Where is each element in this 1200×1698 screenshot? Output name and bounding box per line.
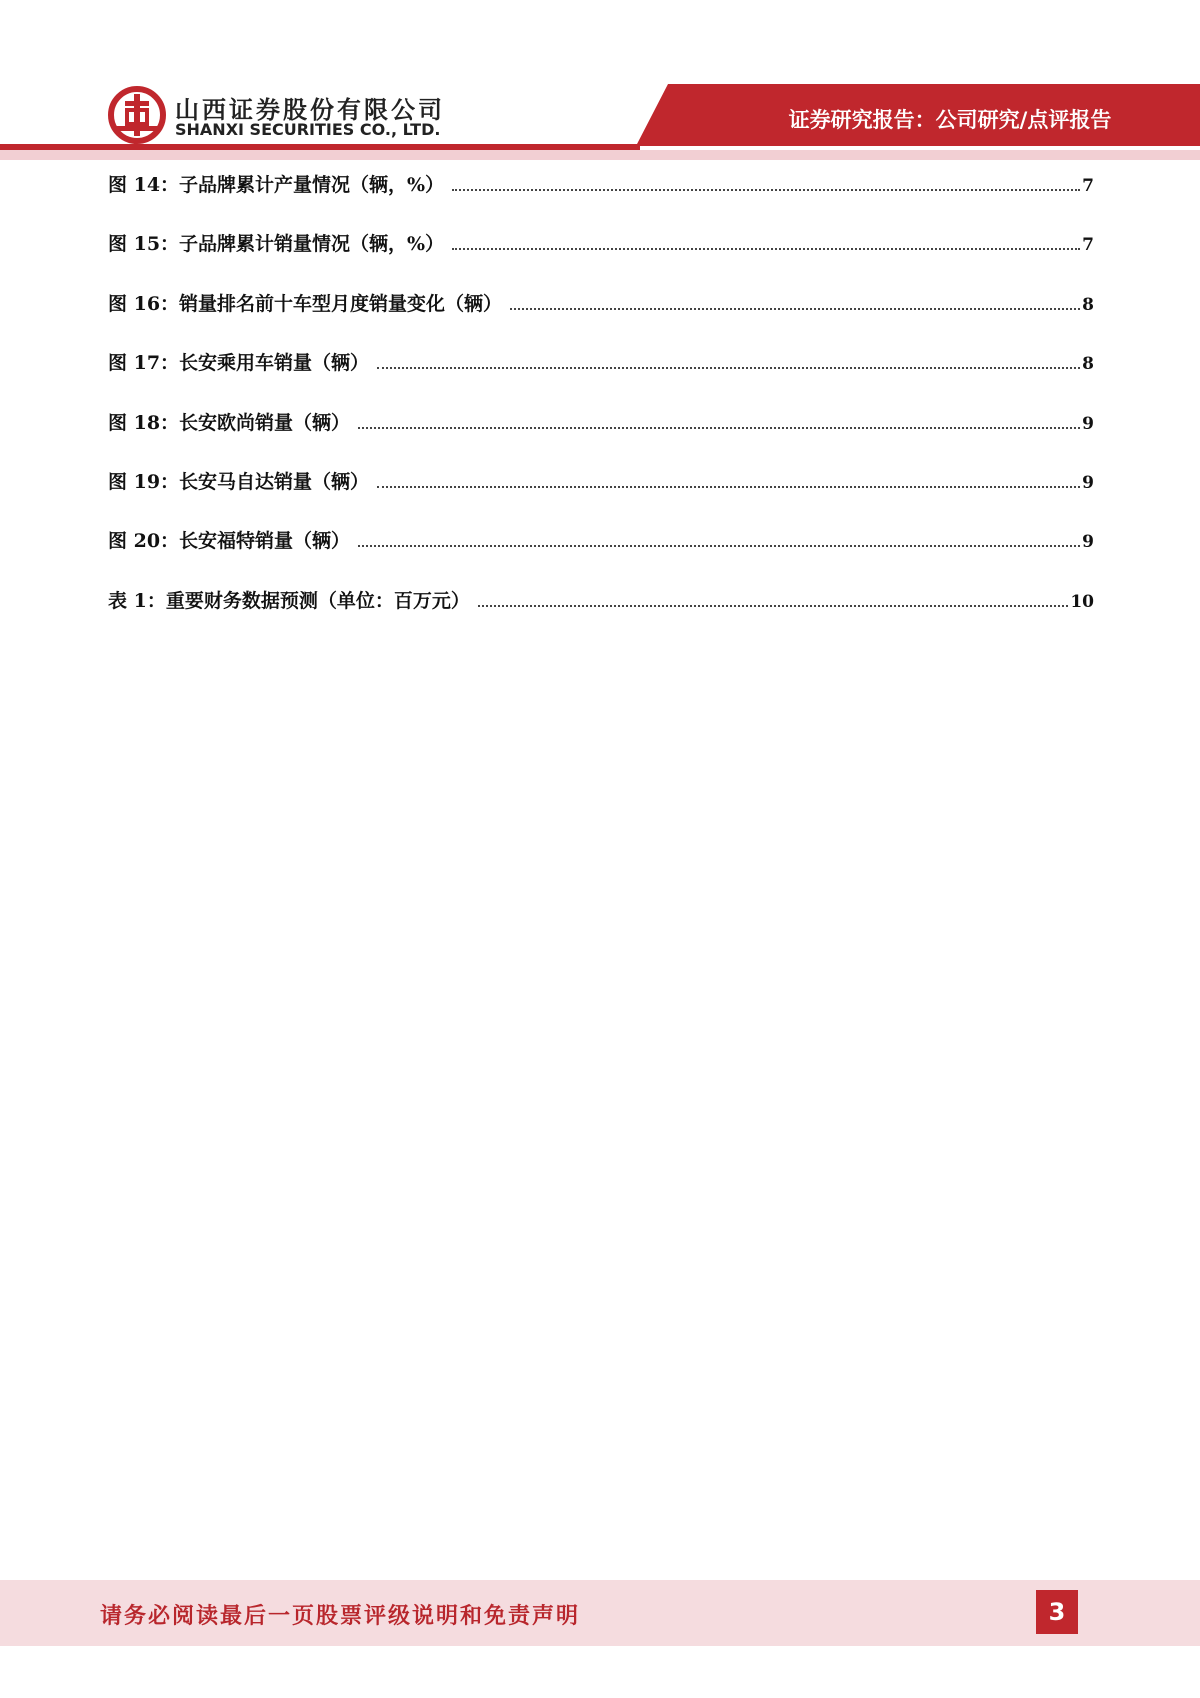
toc-entry-label: 图 19：长安马自达销量（辆） bbox=[108, 470, 370, 493]
toc-entry-page: 10 bbox=[1070, 591, 1094, 612]
toc-entry-label: 图 16：销量排名前十车型月度销量变化（辆） bbox=[108, 292, 503, 315]
toc-entry-page: 9 bbox=[1082, 413, 1094, 434]
disclaimer-notice: 请务必阅读最后一页股票评级说明和免责声明 bbox=[100, 1603, 581, 1629]
toc-entry[interactable] bbox=[108, 467, 1094, 526]
toc-leader-dots bbox=[452, 247, 1080, 250]
toc-entry[interactable] bbox=[108, 170, 1094, 229]
toc-leader-dots bbox=[358, 426, 1080, 429]
toc-leader-dots bbox=[377, 485, 1080, 488]
toc-entry-label: 图 20：长安福特销量（辆） bbox=[108, 530, 351, 553]
toc-entry[interactable] bbox=[108, 229, 1094, 288]
table-of-figures bbox=[108, 170, 1094, 645]
toc-entry-page: 7 bbox=[1082, 235, 1094, 256]
toc-entry-page: 8 bbox=[1082, 354, 1094, 375]
company-name-cn: 山西证券股份有限公司 bbox=[175, 96, 445, 124]
toc-entry-label: 图 18：长安欧尚销量（辆） bbox=[108, 411, 351, 434]
toc-leader-dots bbox=[478, 604, 1068, 607]
page-number-badge: 3 bbox=[1036, 1590, 1078, 1634]
company-name-en: SHANXI SECURITIES CO., LTD. bbox=[175, 120, 441, 139]
shanxi-securities-logo-icon bbox=[108, 86, 166, 144]
toc-entry[interactable] bbox=[108, 408, 1094, 467]
toc-entry-label: 图 14：子品牌累计产量情况（辆，%） bbox=[108, 174, 445, 196]
page-footer bbox=[0, 1580, 1200, 1646]
toc-entry-label: 表 1：重要财务数据预测（单位：百万元） bbox=[108, 589, 470, 612]
toc-leader-dots bbox=[358, 544, 1080, 547]
page-header bbox=[0, 0, 1200, 170]
toc-leader-dots bbox=[452, 188, 1080, 191]
toc-entry[interactable] bbox=[108, 586, 1094, 645]
toc-entry[interactable] bbox=[108, 348, 1094, 407]
header-banner bbox=[0, 0, 1200, 170]
report-type-label: 证券研究报告：公司研究/点评报告 bbox=[788, 108, 1112, 132]
toc-entry-page: 8 bbox=[1082, 294, 1094, 315]
toc-leader-dots bbox=[377, 366, 1080, 369]
toc-entry-label: 图 15：子品牌累计销量情况（辆，%） bbox=[108, 233, 445, 256]
toc-entry-page: 9 bbox=[1082, 472, 1094, 493]
toc-entry-page: 7 bbox=[1082, 176, 1094, 196]
toc-entry[interactable] bbox=[108, 526, 1094, 585]
toc-entry[interactable] bbox=[108, 289, 1094, 348]
toc-entry-page: 9 bbox=[1082, 532, 1094, 553]
toc-leader-dots bbox=[510, 307, 1080, 310]
toc-entry-label: 图 17：长安乘用车销量（辆） bbox=[108, 352, 370, 375]
